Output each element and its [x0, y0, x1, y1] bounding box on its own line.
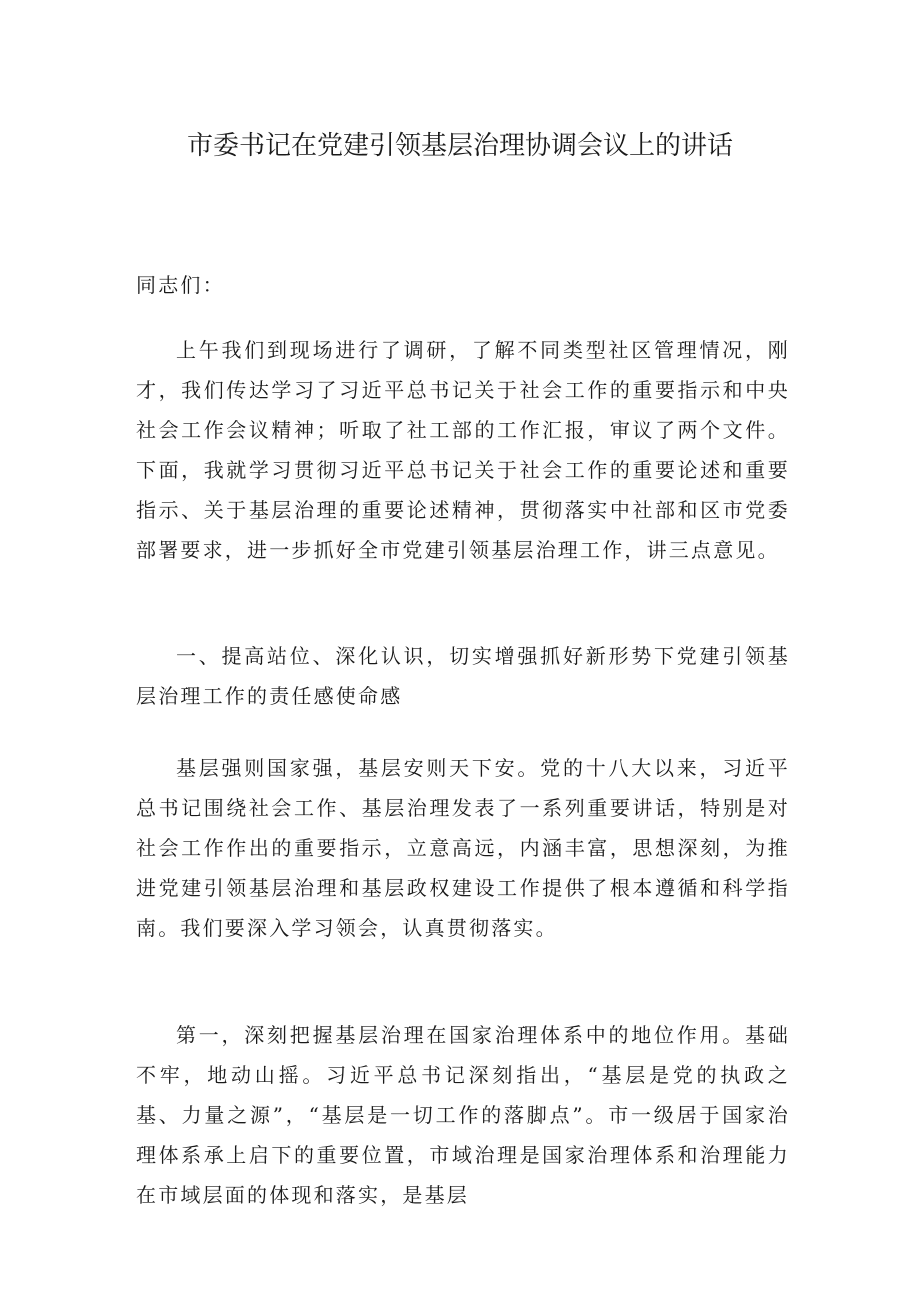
- document-title: 市委书记在党建引领基层治理协调会议上的讲话: [186, 131, 733, 161]
- paragraph-intro: 上午我们到现场进行了调研，了解不同类型社区管理情况，刚才，我们传达学习了习近平总书记关于社会工作的重要指示和中央社会工作会议精神；听取了社工部的工作汇报，审议了两个文件。下面，我就学习贯彻习近平总书记关于社会工作的重要论述和重要指示、关于基层治理的重要论述精神，贯彻落实中社部和区市党委部署要求，进一步抓好全市党建引领基层治理工作，讲三点意见。: [136, 338, 790, 562]
- paragraph-section-1: 基层强则国家强，基层安则天下安。党的十八大以来，习近平总书记围绕社会工作、基层治理发表了一系列重要讲话，特别是对社会工作作出的重要指示，立意高远，内涵丰富，思想深刻，为推进党建引领基层治理和基层政权建设工作提供了根本遵循和科学指南。我们要深入学习领会，认真贯彻落实。: [136, 756, 790, 940]
- section-heading-1: 一、提高站位、深化认识，切实增强抓好新形势下党建引领基层治理工作的责任感使命感: [136, 644, 790, 708]
- paragraph-point-1: 第一，深刻把握基层治理在国家治理体系中的地位作用。基础不牢，地动山摇。习近平总书记深刻指出，“基层是党的执政之基、力量之源”，“基层是一切工作的落脚点”。市一级居于国家治理体系承上启下的重要位置，市域治理是国家治理体系和治理能力在市域层面的体现和落实，是基层: [136, 1023, 790, 1207]
- salutation: 同志们：: [136, 273, 225, 297]
